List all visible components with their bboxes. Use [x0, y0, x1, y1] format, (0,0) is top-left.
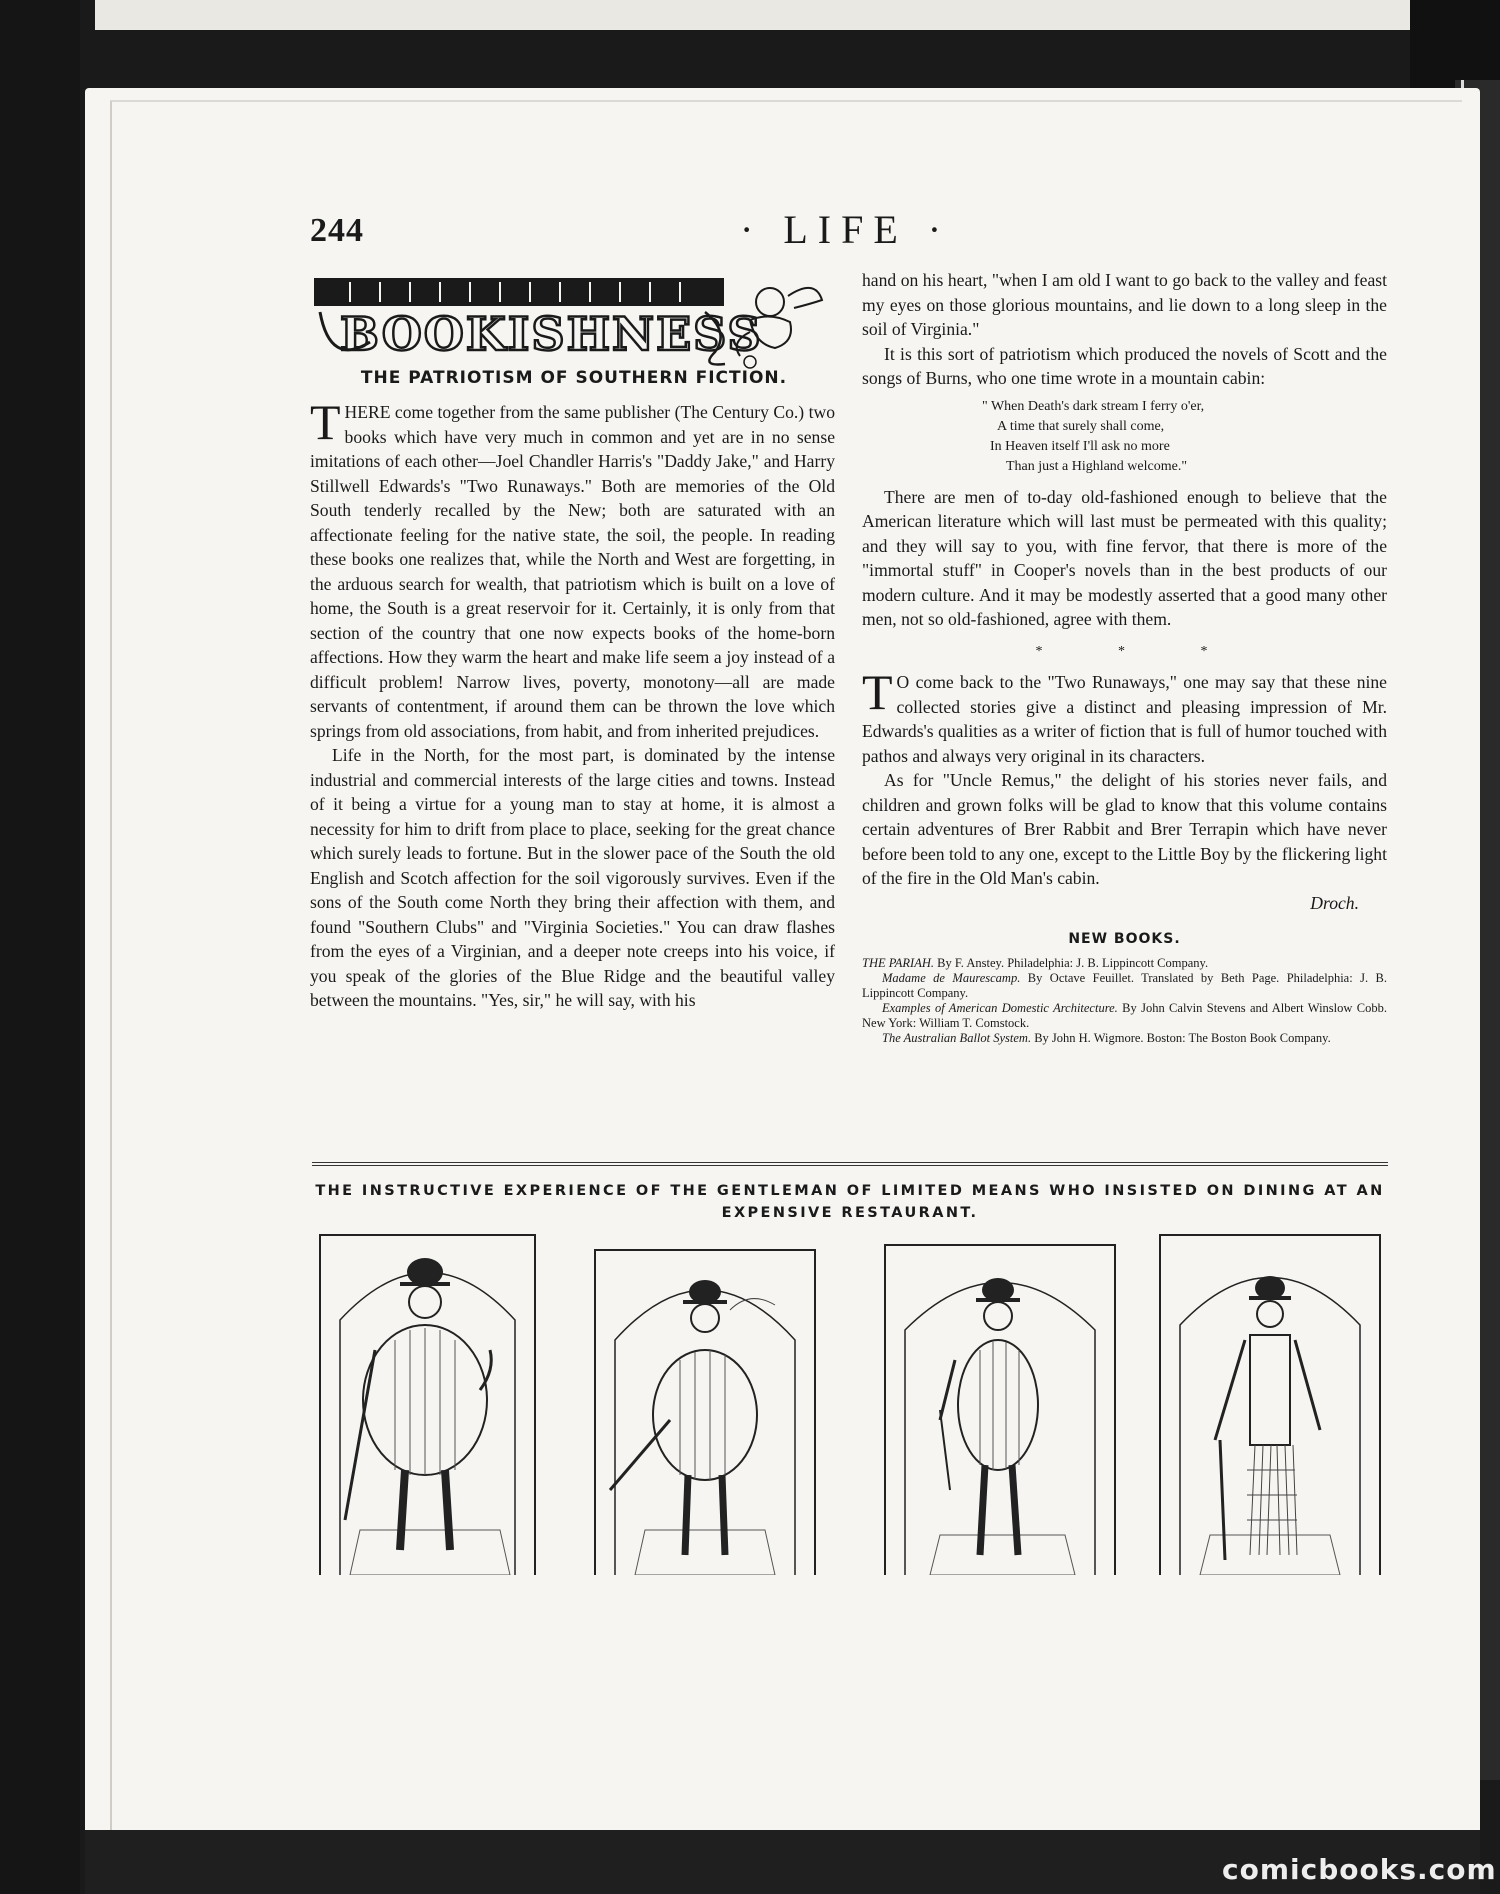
article-headline: THE PATRIOTISM OF SOUTHERN FICTION. [360, 368, 788, 388]
paragraph-text: O come back to the "Two Runaways," one may say that these nine collected stories give a distinct and pleasing impression of Mr. Edwards's qualities as a writer of fiction that is full of humor touched with pathos and always very original in its characters. [862, 672, 1387, 766]
article-right-column [862, 268, 1387, 1047]
poem-line: A time that surely shall come, [997, 418, 1165, 434]
article-paragraph-2: Life in the North, for the most part, is dominated by the intense industrial and commercial interests of the large cities and towns. Instead of it being a virtue for a young man to stay at home, it is almost a necessity for him to drift from place to place, seeking for the great chance which surely leads to fortune. But in the slower pace of the South the old English and Scotch affection for the soil vigorously survives. Even if the sons of the South come North they bring their affection with them, and found "Southern Clubs" and "Virginia Societies." You can draw flashes from the eyes of a Virginian, and a deeper note creeps into his voice, if you speak of the glories of the Blue Ridge and the beautiful valley between the mountains. "Yes, sir," he will say, with his [310, 745, 835, 1010]
book-entry [862, 1031, 1387, 1046]
book-entry [862, 956, 1387, 971]
scan-left-edge [0, 0, 80, 1894]
book-title: Examples of American Domestic Architecture. [882, 1001, 1118, 1015]
drop-cap: T [310, 394, 341, 450]
article-paragraph-4: It is this sort of patriotism which produced the novels of Scott and the songs of Burns, who one time wrote in a mountain cabin: [862, 343, 1387, 388]
cartoon-caption: THE INSTRUCTIVE EXPERIENCE OF THE GENTLEMAN OF LIMITED MEANS WHO INSISTED ON DINING AT AN EXPENSIVE RESTAURANT. [315, 1183, 1385, 1221]
book-title: Madame de Maurescamp. [882, 971, 1021, 985]
burns-poem [862, 397, 1387, 477]
scan-top-strip [95, 0, 1500, 30]
book-details: By John Calvin Stevens and Albert Winslow Cobb. New York: William T. Comstock. [862, 1001, 1387, 1030]
article-paragraph-1 [310, 394, 835, 743]
book-title: The Australian Ballot System. [882, 1031, 1032, 1045]
cartoon-panel-1 [300, 1230, 550, 1575]
section-divider [312, 1162, 1388, 1166]
new-books-heading: NEW BOOKS. [1068, 931, 1181, 947]
article-left-column [310, 394, 835, 1013]
bookishness-banner [310, 272, 830, 372]
drop-cap: T [862, 664, 893, 720]
poem-line: In Heaven itself I'll ask no more [990, 438, 1170, 454]
article-paragraph-6 [862, 664, 1387, 768]
book-details: By John H. Wigmore. Boston: The Boston Book Company. [1031, 1031, 1331, 1045]
book-details: By Octave Feuillet. Translated by Beth Page. Philadelphia: J. B. Lippincott Company. [862, 971, 1388, 1000]
cartoon-panel-2 [590, 1230, 825, 1575]
book-entry [862, 1001, 1387, 1030]
cartoon-panel-3 [880, 1230, 1125, 1575]
paragraph-text: HERE come together from the same publisher (The Century Co.) two books which have very much in common and yet are in no sense imitations of each other—Joel Chandler Harris's "Daddy Jake," and Harry Stillwell Edwards's "Two Runaways." Both are memories of the Old South tenderly recalled by the New; both are saturated with an affectionate feeling for the native state, the soil, the people. In reading these books one realizes that, while the North and West are forgetting, in the arduous search for wealth, that patriotism which is built on a love of home, the South is a great reservoir for it. Certainly, it is only from that section of the country that one now expects books of the home-born affections. How they warm the heart and make life seem a joy instead of a difficult problem! Narrow lives, poverty, monotony—all are made servants of contentment, if around them can be thrown the love which springs from old associations, from habit, and from inherited prejudices. [310, 402, 835, 741]
author-signature: Droch. [1310, 892, 1359, 913]
watermark-text: comicbooks.com [1222, 1853, 1497, 1886]
book-entry [862, 971, 1387, 1000]
poem-line: " When Death's dark stream I ferry o'er, [982, 398, 1205, 414]
poem-line: Than just a Highland welcome." [1006, 458, 1188, 474]
cartoon-panel-4 [1155, 1230, 1390, 1575]
page-number: 244 [310, 212, 364, 249]
masthead-title: · LIFE · [740, 207, 952, 252]
new-books-list [862, 956, 1387, 1046]
article-paragraph-7: As for "Uncle Remus," the delight of his stories never fails, and children and grown folks will be glad to know that this volume contains certain adventures of Brer Rabbit and Brer Terrapin which have never before been told to any one, except to the Little Boy by the flickering light of the fire in the Old Man's cabin. [862, 770, 1387, 888]
book-details: By F. Anstey. Philadelphia: J. B. Lippincott Company. [934, 955, 1209, 970]
section-break: * * * [1035, 643, 1244, 659]
section-title-text: BOOKISHNESS [340, 307, 763, 361]
article-paragraph-3: hand on his heart, "when I am old I want to go back to the valley and feast my eyes on those glorious mountains, and lie down to a long sleep in the soil of Virginia." [862, 270, 1387, 339]
book-title: THE PARIAH. [862, 955, 934, 970]
article-paragraph-5: There are men of to-day old-fashioned enough to believe that the American literature which will last must be permeated with this quality; and they will say to you, with fine fervor, that there is more of the "immortal stuff" in Cooper's novels than in the best products of our modern culture. And it may be modestly asserted that a good many other men, not so old-fashioned, agree with them. [862, 486, 1387, 629]
